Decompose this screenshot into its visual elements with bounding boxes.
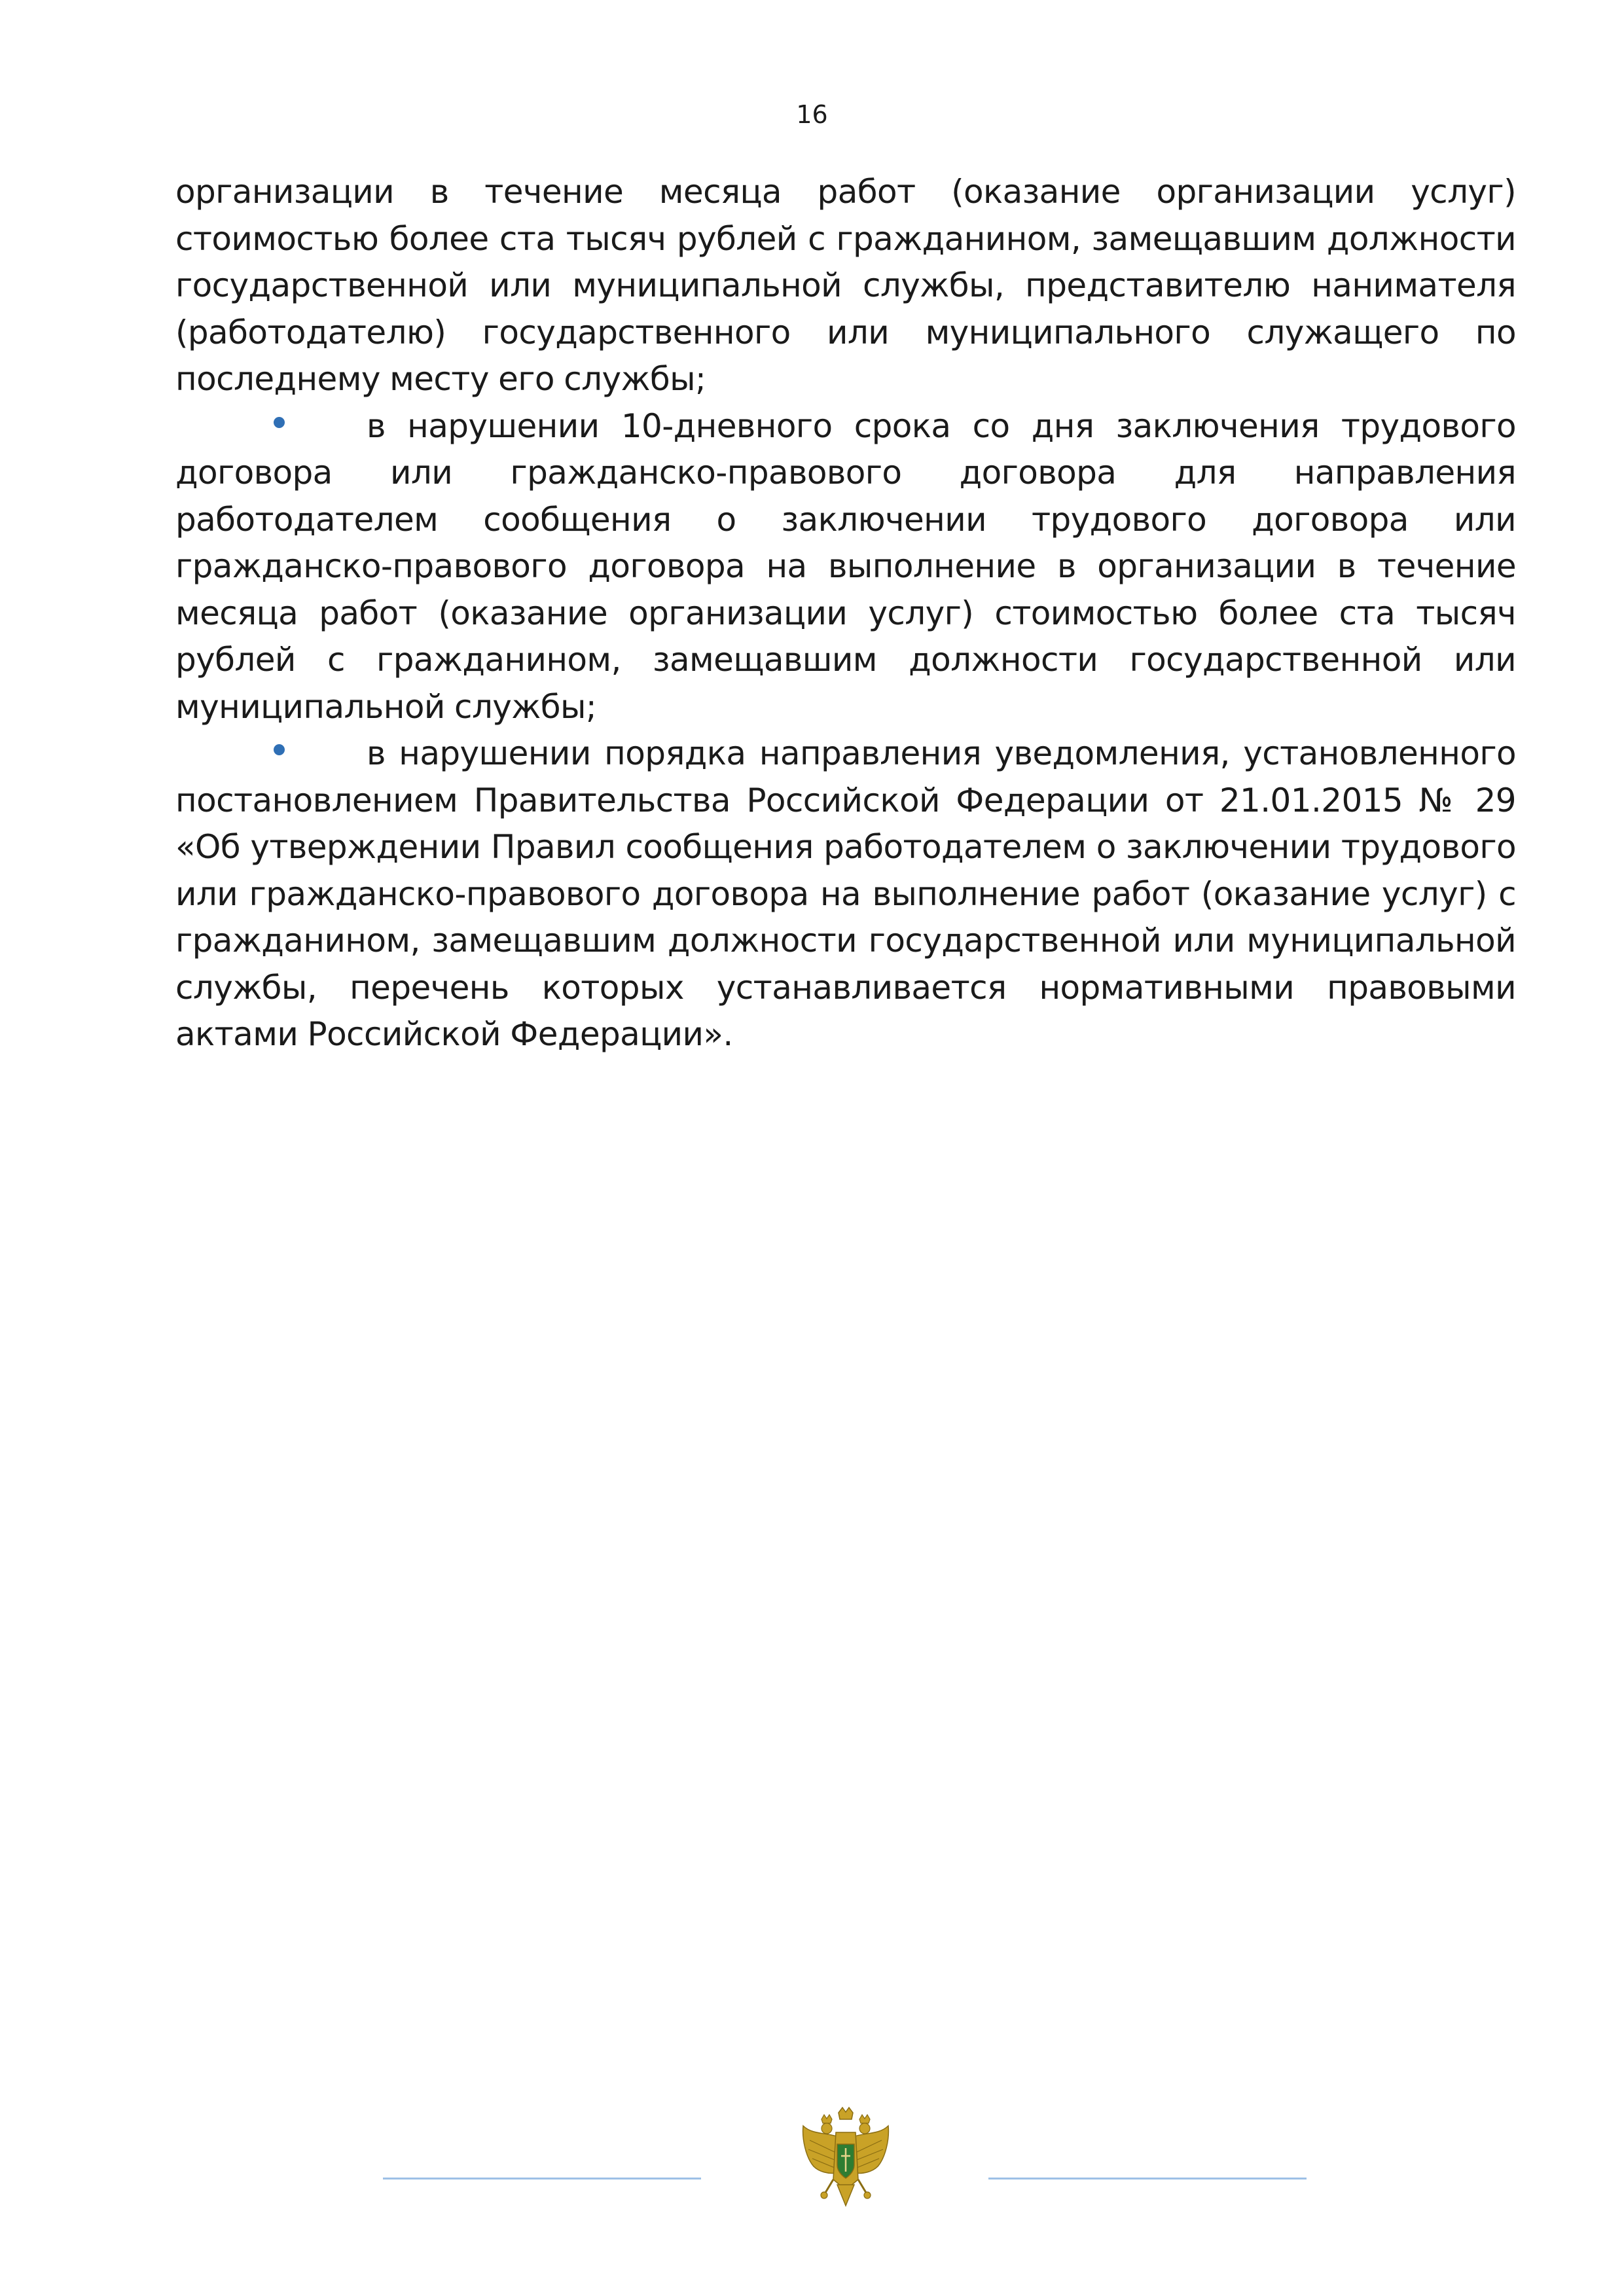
emblem-crown [839,2108,853,2119]
page-number: 16 [796,100,828,129]
emblem-right-crown [859,2115,870,2123]
double-headed-eagle-emblem-icon [799,2106,892,2216]
emblem-left-crown [821,2115,832,2123]
bullet-dot-icon [274,417,285,428]
bullet-item-text: в нарушении порядка направления уведомления, установленного постановлением Правительства Российской Федерации от 21.01.2015 № 29 «Об утверждении Правил сообщения работодателем о заключении трудового или гражданско-правового договора на выполнение работ (оказание услуг) с гражданином, замещавшим должности государственной или муниципальной службы, перечень которых устанавливается нормативными правовыми актами Российской Федерации». [175,734,1516,1053]
emblem-left-head [821,2123,832,2134]
bullet-dot-icon [274,744,285,755]
paragraph-continuation: организации в течение месяца работ (оказание организации услуг) стоимостью более ста тысяч рублей с гражданином, замещавшим должности государственной или муниципальной службы, представителю нанимателя (работодателю) государственного или муниципального служащего по последнему месту его службы; [175,173,1516,398]
emblem-right-head [859,2123,870,2134]
emblem-tail [837,2185,854,2206]
footer-divider-left [383,2178,701,2179]
bullet-item [175,730,1516,1058]
document-body [175,169,1516,1058]
footer-divider-right [988,2178,1307,2179]
bullet-item-text: в нарушении 10-дневного срока со дня заключения трудового договора или гражданско-правового договора для направления работодателем сообщения о заключении трудового договора или гражданско-правового договора на выполнение в организации в течение месяца работ (оказание организации услуг) стоимостью более ста тысяч рублей с гражданином, замещавшим должности государственной или муниципальной службы; [175,406,1516,726]
bullet-item [175,403,1516,731]
